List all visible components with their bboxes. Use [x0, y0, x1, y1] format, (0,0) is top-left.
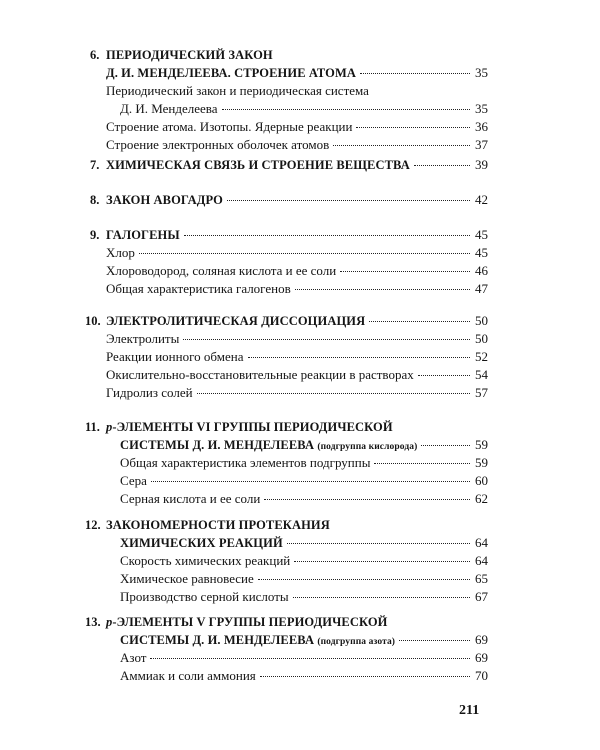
toc-chapter-8 [90, 191, 488, 209]
chapter-title-line1: p-ЭЛЕМЕНТЫ V ГРУППЫ ПЕРИОДИЧЕСКОЙ [106, 615, 388, 629]
page-ref: 62 [475, 491, 488, 506]
page-number: 211 [459, 703, 480, 718]
page-ref: 50 [475, 331, 488, 346]
chapter-title-line1: ЗАКОНОМЕРНОСТИ ПРОТЕКАНИЯ [106, 518, 330, 532]
toc-item[interactable]: Электролиты 50 [106, 331, 488, 346]
toc-item[interactable]: Общая характеристика галогенов 47 [106, 281, 488, 296]
toc-item[interactable]: Скорость химических реакций 64 [120, 553, 488, 568]
toc-entry-chapter-7[interactable]: ХИМИЧЕСКАЯ СВЯЗЬ И СТРОЕНИЕ ВЕЩЕСТВА 39 [106, 157, 488, 172]
toc-chapter-11 [85, 418, 488, 508]
toc-item[interactable]: Д. И. Менделеева 35 [120, 101, 488, 116]
toc-entry-chapter-13[interactable]: СИСТЕМЫ Д. И. МЕНДЕЛЕЕВА (подгруппа азота) 69 [120, 632, 488, 647]
toc-entry-chapter-9[interactable]: ГАЛОГЕНЫ 45 [106, 227, 488, 242]
chapter-number: 6. [90, 48, 100, 62]
toc-chapter-13 [85, 613, 488, 685]
page-ref: 45 [475, 227, 488, 242]
page-ref: 47 [475, 281, 488, 296]
toc-chapter-9 [90, 226, 488, 298]
chapter-number: 8. [90, 193, 100, 207]
toc-entry-chapter-10[interactable]: ЭЛЕКТРОЛИТИЧЕСКАЯ ДИССОЦИАЦИЯ 50 [106, 313, 488, 328]
chapter-number: 11. [85, 420, 100, 434]
page-ref: 46 [475, 263, 488, 278]
chapter-title-line1: ПЕРИОДИЧЕСКИЙ ЗАКОН [106, 48, 273, 62]
toc-entry-chapter-11[interactable]: СИСТЕМЫ Д. И. МЕНДЕЛЕЕВА (подгруппа кислорода) 59 [120, 437, 488, 452]
toc-item[interactable]: Азот 69 [120, 650, 488, 665]
toc-item[interactable]: Гидролиз солей 57 [106, 385, 488, 400]
toc-item[interactable]: Химическое равновесие 65 [120, 571, 488, 586]
page-ref: 42 [475, 192, 488, 207]
toc-item[interactable]: Хлор 45 [106, 245, 488, 260]
toc-item[interactable]: Хлороводород, соляная кислота и ее соли 46 [106, 263, 488, 278]
page-ref: 67 [475, 589, 488, 604]
toc-item[interactable]: Сера 60 [120, 473, 488, 488]
toc-item[interactable]: Реакции ионного обмена 52 [106, 349, 488, 364]
subgroup-note: (подгруппа кислорода) [317, 442, 418, 452]
page-ref: 64 [475, 553, 488, 568]
page-ref: 52 [475, 349, 488, 364]
toc-item[interactable]: Строение электронных оболочек атомов 37 [106, 137, 488, 152]
toc-chapter-7 [90, 156, 488, 174]
toc-item[interactable]: Строение атома. Изотопы. Ядерные реакции 36 [106, 119, 488, 134]
subgroup-note: (подгруппа азота) [317, 637, 396, 647]
toc-item[interactable]: Серная кислота и ее соли 62 [120, 491, 488, 506]
chapter-number: 13. [85, 615, 101, 629]
page-ref: 64 [475, 535, 488, 550]
page-ref: 39 [475, 157, 488, 172]
page-ref: 37 [475, 137, 488, 152]
page-ref: 45 [475, 245, 488, 260]
page-ref: 65 [475, 571, 488, 586]
page-ref: 36 [475, 119, 488, 134]
toc-chapter-6 [90, 46, 488, 154]
page-ref: 60 [475, 473, 488, 488]
page-ref: 70 [475, 668, 488, 683]
toc-item[interactable]: Окислительно-восстановительные реакции в растворах 54 [106, 367, 488, 382]
page-ref: 35 [475, 101, 488, 116]
toc-entry-chapter-8[interactable]: ЗАКОН АВОГАДРО 42 [106, 192, 488, 207]
toc-chapter-12 [85, 516, 488, 606]
chapter-number: 12. [85, 518, 101, 532]
toc-item-line1: Периодический закон и периодическая система [106, 83, 369, 98]
page-ref: 50 [475, 313, 488, 328]
chapter-number: 7. [90, 158, 100, 172]
toc-item[interactable]: Производство серной кислоты 67 [120, 589, 488, 604]
chapter-number: 9. [90, 228, 100, 242]
toc-entry-chapter-12[interactable]: ХИМИЧЕСКИХ РЕАКЦИЙ 64 [120, 535, 488, 550]
toc-item[interactable]: Аммиак и соли аммония 70 [120, 668, 488, 683]
page-ref: 59 [475, 437, 488, 452]
page-ref: 54 [475, 367, 488, 382]
chapter-title-line1: p-ЭЛЕМЕНТЫ VI ГРУППЫ ПЕРИОДИЧЕСКОЙ [106, 420, 393, 434]
page-ref: 59 [475, 455, 488, 470]
page-ref: 57 [475, 385, 488, 400]
chapter-number: 10. [85, 314, 101, 328]
page-ref: 69 [475, 650, 488, 665]
toc-chapter-10 [85, 312, 488, 402]
page-ref: 35 [475, 65, 488, 80]
toc-entry-chapter-6[interactable]: Д. И. МЕНДЕЛЕЕВА. СТРОЕНИЕ АТОМА 35 [106, 65, 488, 80]
page-ref: 69 [475, 632, 488, 647]
toc-item[interactable]: Общая характеристика элементов подгруппы 59 [120, 455, 488, 470]
